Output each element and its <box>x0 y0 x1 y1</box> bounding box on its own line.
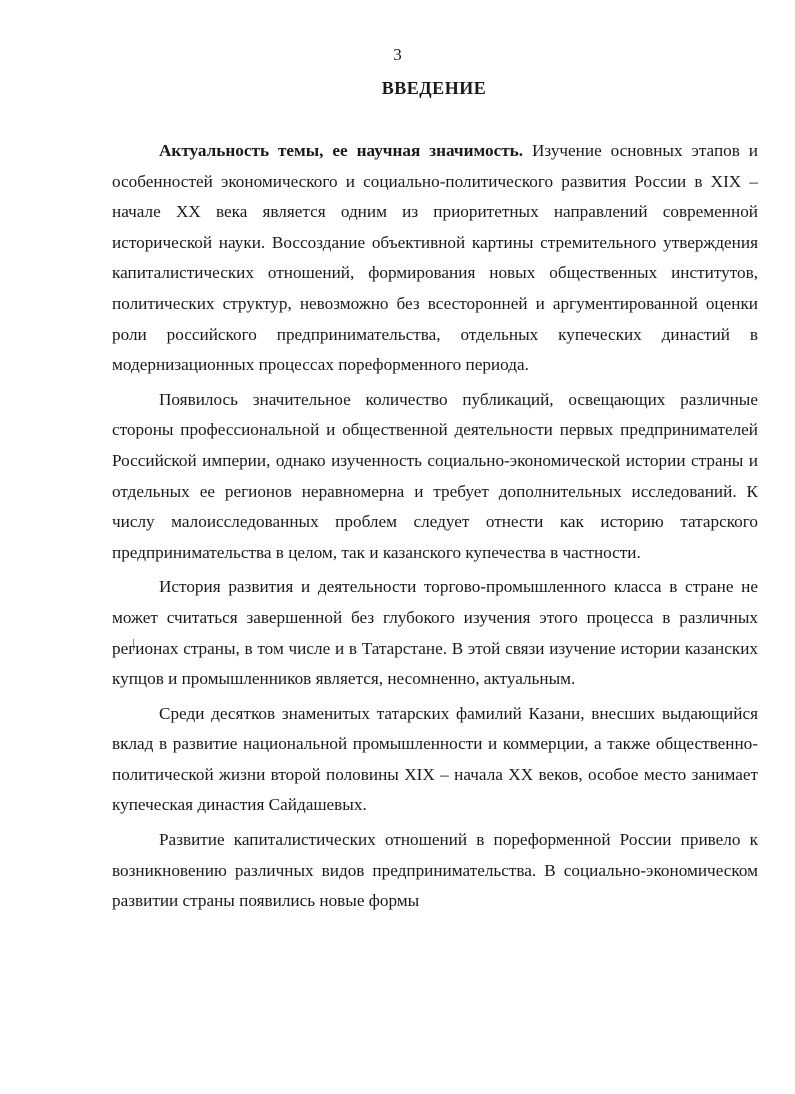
paragraph-4 <box>112 699 758 821</box>
paragraph-text: История развития и деятельности торгово-промышленного класса в стране не может считаться завершенной без глубокого изучения этого процесса в различных регионах страны, в том числе и в Татарстане. В этой связи изучение истории казанских купцов и промышленников является, несомненно, актуальным. <box>112 577 758 689</box>
paragraph-5 <box>112 825 758 917</box>
paragraph-2 <box>112 385 758 569</box>
body-text <box>112 136 758 917</box>
paragraph-1 <box>112 136 758 381</box>
paragraph-lead: Актуальность темы, ее научная значимость. <box>159 141 524 160</box>
paragraph-text: Среди десятков знаменитых татарских фамилий Казани, внесших выдающийся вклад в развитие национальной промышленности и коммерции, а также общественно-политической жизни второй половины XIX – начала XX веков, особое место занимает купеческая династия Сайдашевых. <box>112 703 758 815</box>
paragraph-text: Изучение основных этапов и особенностей экономического и социально-политического развития России в XIX – начале XX века является одним из приоритетных направлений современной исторической науки. Воссоздание объективной картины стремительного утверждения капиталистических отношений, формирования новых общественных институтов, политических структур, невозможно без всесторонней и аргументированной оценки роли российского предпринимательства, отдельных купеческих династий в модернизационных процессах пореформенного периода. <box>112 141 758 375</box>
paragraph-3 <box>112 572 758 694</box>
paragraph-text: Развитие капиталистических отношений в пореформенной России привело к возникновению различных видов предпринимательства. В социально-экономическом развитии страны появились новые формы <box>112 830 758 911</box>
section-heading: ВВЕДЕНИЕ <box>381 78 487 98</box>
page-number: 3 <box>393 45 402 64</box>
paragraph-text: Появилось значительное количество публикаций, освещающих различные стороны профессиональной и общественной деятельности первых предпринимателей Российской империи, однако изученность социально-экономической истории страны и отдельных ее регионов неравномерна и требует дополнительных исследований. К числу малоисследованных проблем следует отнести как историю татарского предпринимательства в целом, так и казанского купечества в частности. <box>112 389 758 562</box>
